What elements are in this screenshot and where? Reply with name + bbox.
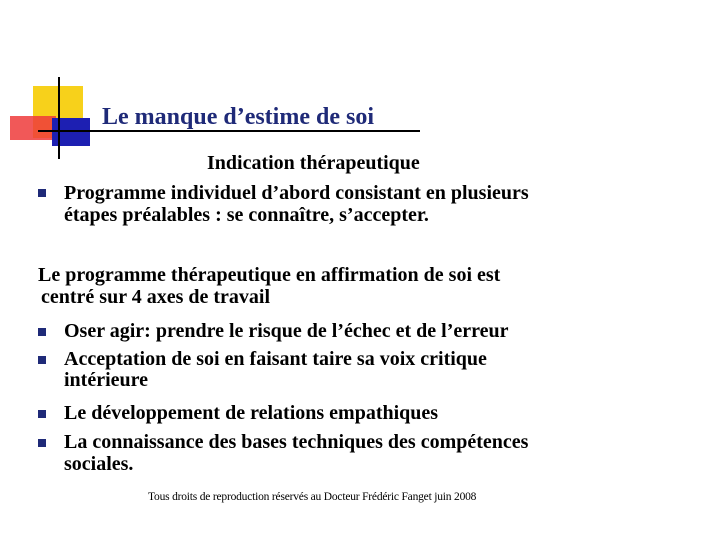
axis-item-3: [64, 402, 438, 424]
bullet-marker: [38, 328, 46, 336]
axis-item-line: intérieure: [64, 369, 149, 391]
first-bullet-line2: étapes préalables : se connaître, s’accepter.: [64, 204, 429, 226]
intro-line1: Le programme thérapeutique en affirmation de soi est: [38, 264, 501, 286]
bullet-marker: [38, 439, 46, 447]
first-bullet-line1: Programme individuel d’abord consistant en plusieurs: [64, 182, 529, 204]
decor-red-square: [10, 116, 56, 140]
slide-title: Le manque d’estime de soi: [102, 104, 374, 130]
intro-text: [38, 264, 500, 308]
axis-item-1: [64, 320, 509, 342]
axis-item-2: [64, 349, 487, 391]
axis-item-line: Le développement de relations empathiques: [64, 402, 439, 424]
bullet-marker: [38, 410, 46, 418]
axis-item-line: sociales.: [64, 453, 134, 475]
axis-item-line: La connaissance des bases techniques des compétences: [64, 431, 529, 453]
copyright-footer: Tous droits de reproduction réservés au Docteur Frédéric Fanget juin 2008: [148, 491, 477, 503]
decor-vertical-line: [58, 77, 60, 159]
first-bullet-text: [64, 182, 529, 226]
bullet-marker: [38, 189, 46, 197]
bullet-marker: [38, 356, 46, 364]
intro-line2: centré sur 4 axes de travail: [41, 286, 271, 308]
slide-subtitle: Indication thérapeutique: [207, 152, 420, 174]
axis-item-line: Oser agir: prendre le risque de l’échec et de l’erreur: [64, 320, 509, 342]
axis-item-4: [64, 431, 528, 475]
axis-item-line: Acceptation de soi en faisant taire sa voix critique: [64, 348, 487, 370]
